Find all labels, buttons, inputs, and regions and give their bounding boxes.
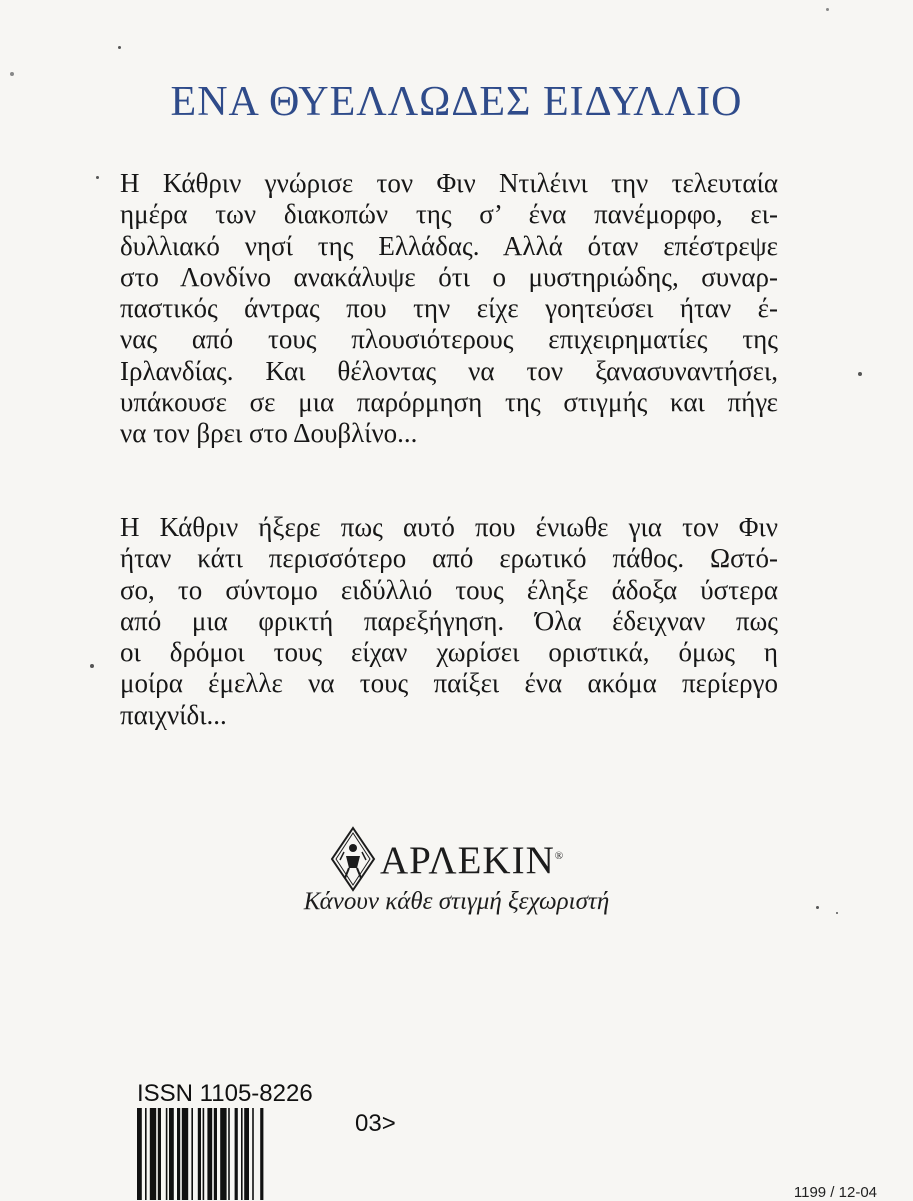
text-line: να τον βρει στο Δουβλίνο... <box>120 418 418 449</box>
paper-speck <box>90 664 94 668</box>
text-line: ημέρα των διακοπών της σ’ ένα πανέμορφο, ει- <box>120 199 778 230</box>
text-line: μοίρα έμελλε να τους παίξει ένα ακόμα περίεργο <box>120 668 778 699</box>
book-title: ΕΝΑ ΘΥΕΛΛΩΔΕΣ ΕΙΔΥΛΛΙΟ <box>170 79 743 125</box>
text-line: Η Κάθριν γνώρισε τον Φιν Ντιλέινι την τελευταία <box>120 168 778 198</box>
text-line: νας από τους πλουσιότερους επιχειρηματίες της <box>120 324 778 355</box>
publisher-slogan: Κάνουν κάθε στιγμή ξεχωριστή <box>303 888 610 915</box>
harlequin-diamond-icon <box>330 826 376 892</box>
paper-speck <box>836 912 838 914</box>
text-line: ήταν κάτι περισσότερο από ερωτικό πάθος. Ωστό- <box>120 543 778 574</box>
paper-speck <box>858 372 862 376</box>
paper-speck <box>96 176 99 179</box>
publisher-logo <box>330 826 590 896</box>
paper-speck <box>816 906 819 909</box>
issn-number: ISSN 1105-8226 <box>137 1080 313 1107</box>
publisher-name-text: ΑΡΛΕΚΙΝ <box>380 839 555 882</box>
text-line: οι δρόμοι τους είχαν χωρίσει οριστικά, όμως η <box>120 637 778 668</box>
text-line: παστικός άντρας που την είχε γοητεύσει ήταν έ- <box>120 293 778 324</box>
publisher-name <box>380 838 564 883</box>
paper-speck <box>118 46 121 49</box>
text-line: Ιρλανδίας. Και θέλοντας να τον ξανασυναντήσει, <box>120 355 778 386</box>
synopsis-paragraph-2 <box>120 512 778 731</box>
text-line: Η Κάθριν ήξερε πως αυτό που ένιωθε για τον Φιν <box>120 512 778 542</box>
catalog-code: 1199 / 12-04 <box>793 1184 877 1201</box>
barcode <box>137 1108 347 1200</box>
text-line: σο, το σύντομο ειδύλλιό τους έληξε άδοξα ύστερα <box>120 574 778 605</box>
paper-speck <box>10 72 14 76</box>
text-line: παιχνίδι... <box>120 699 227 730</box>
text-line: στο Λονδίνο ανακάλυψε ότι ο μυστηριώδης, συναρ- <box>120 261 778 292</box>
registered-mark: ® <box>554 850 565 862</box>
text-line: από μια φρικτή παρεξήγηση. Όλα έδειχναν πως <box>120 605 778 636</box>
synopsis-paragraph-1 <box>120 168 778 450</box>
text-line: υπάκουσε σε μια παρόρμηση της στιγμής και πήγε <box>120 387 778 418</box>
text-line: δυλλιακό νησί της Ελλάδας. Αλλά όταν επέστρεψε <box>120 230 778 261</box>
barcode-suffix: 03> <box>355 1110 396 1137</box>
paper-speck <box>826 8 829 11</box>
